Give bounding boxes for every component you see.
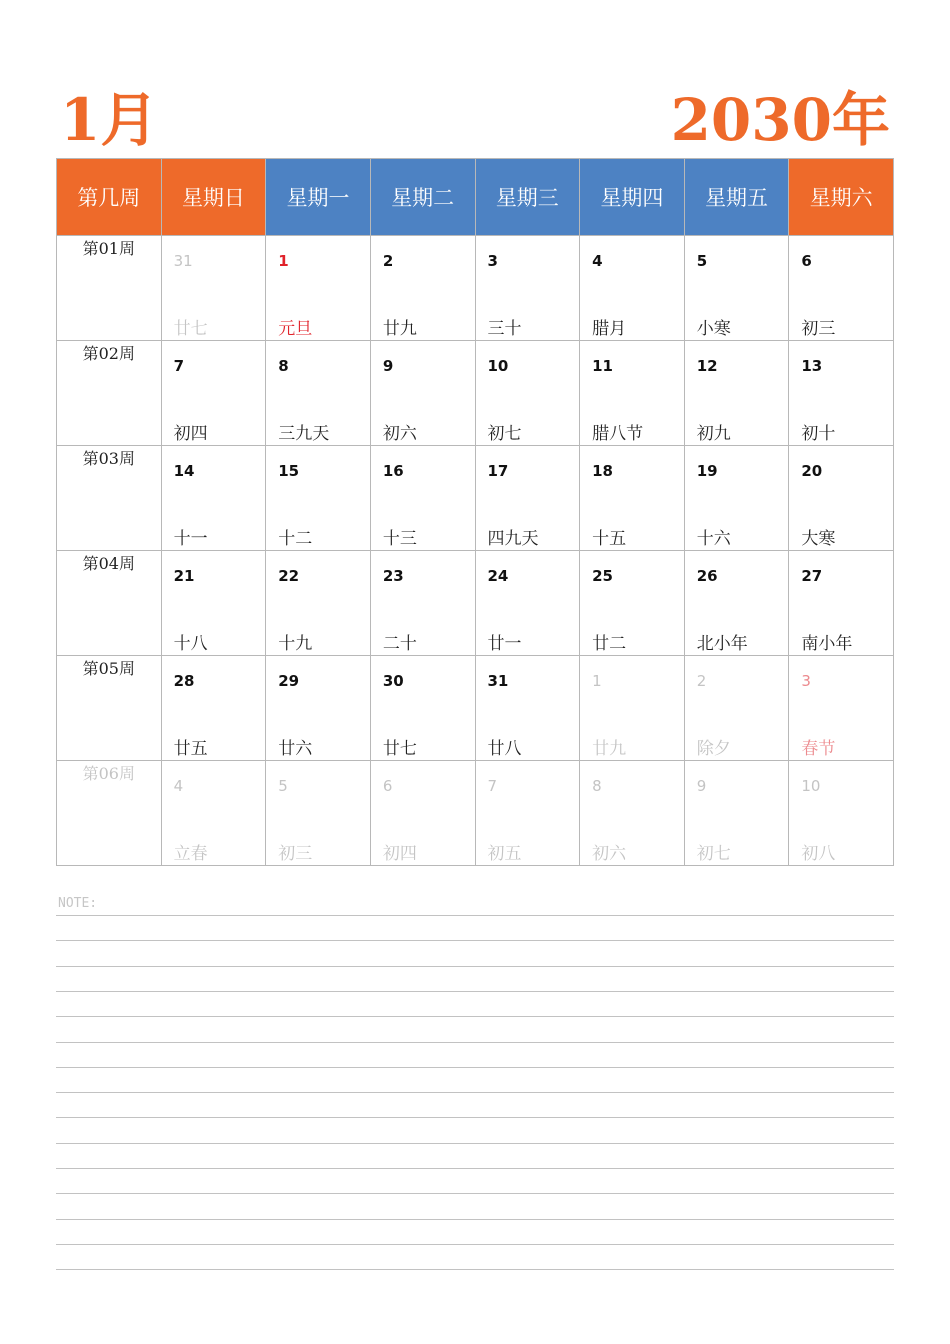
day-number: 4 (173, 777, 184, 795)
header-thursday: 星期四 (580, 159, 685, 236)
day-cell[interactable] (580, 446, 685, 551)
note-line (56, 1269, 894, 1270)
day-cell[interactable] (684, 341, 789, 446)
lunar-date: 十三 (382, 529, 417, 549)
day-number: 15 (278, 462, 300, 480)
note-line (56, 991, 894, 992)
week-row (57, 656, 894, 761)
day-cell[interactable] (789, 446, 894, 551)
day-number: 3 (487, 252, 498, 270)
note-line (56, 1042, 894, 1043)
day-cell[interactable] (684, 446, 789, 551)
day-number: 8 (592, 777, 602, 795)
lunar-date: 廿七 (173, 319, 208, 339)
lunar-date: 初三 (801, 319, 836, 339)
day-number: 6 (382, 777, 393, 795)
week-number-cell: 第06周 (57, 761, 162, 866)
lunar-date: 四九天 (487, 529, 539, 549)
day-cell[interactable] (370, 551, 475, 656)
day-cell[interactable] (161, 656, 266, 761)
lunar-date: 初四 (382, 844, 417, 864)
day-number: 18 (592, 462, 613, 480)
lunar-date: 小寒 (696, 319, 731, 339)
day-cell[interactable] (161, 761, 266, 866)
day-number: 9 (696, 777, 707, 795)
day-cell[interactable] (161, 341, 266, 446)
header-monday: 星期一 (266, 159, 371, 236)
day-number: 29 (278, 672, 300, 690)
lunar-date: 廿七 (382, 739, 417, 759)
day-number: 28 (173, 672, 195, 690)
day-cell[interactable] (475, 551, 580, 656)
note-line (56, 1193, 894, 1194)
week-number-cell: 第02周 (57, 341, 162, 446)
note-line (56, 1143, 894, 1144)
day-number: 5 (278, 777, 288, 795)
lunar-date: 春节 (801, 739, 836, 759)
day-number: 10 (801, 777, 821, 795)
day-number: 19 (696, 462, 718, 480)
week-number-cell: 第04周 (57, 551, 162, 656)
note-label: NOTE: (58, 896, 98, 911)
day-number: 2 (696, 672, 707, 690)
lunar-date: 十六 (696, 529, 731, 549)
week-number-cell: 第03周 (57, 446, 162, 551)
weekday-header-row (57, 159, 894, 236)
day-cell[interactable] (684, 656, 789, 761)
lunar-date: 南小年 (801, 634, 853, 654)
day-number: 8 (278, 357, 289, 375)
day-number: 10 (487, 357, 509, 375)
day-cell[interactable] (161, 236, 266, 341)
day-number: 1 (278, 252, 289, 270)
header-week-number: 第几周 (57, 159, 162, 236)
header-tuesday: 星期二 (370, 159, 475, 236)
lunar-date: 廿八 (487, 739, 522, 759)
lunar-date: 初八 (801, 844, 836, 864)
lunar-date: 初十 (801, 424, 836, 444)
lunar-date: 廿九 (592, 739, 627, 759)
week-number-cell: 第05周 (57, 656, 162, 761)
day-number: 22 (278, 567, 300, 585)
lunar-date: 三九天 (278, 424, 330, 444)
header-saturday: 星期六 (789, 159, 894, 236)
lunar-date: 十五 (592, 529, 627, 549)
lunar-date: 十一 (173, 529, 208, 549)
lunar-date: 初七 (487, 424, 522, 444)
day-cell[interactable] (266, 341, 371, 446)
day-number: 27 (801, 567, 823, 585)
day-cell[interactable] (161, 551, 266, 656)
day-cell[interactable] (475, 656, 580, 761)
week-row (57, 761, 894, 866)
day-cell[interactable] (161, 446, 266, 551)
lunar-date: 廿五 (173, 739, 208, 759)
day-number: 23 (382, 567, 404, 585)
day-number: 11 (592, 357, 613, 375)
year-title: 2030年 (670, 86, 890, 154)
day-number: 24 (487, 567, 509, 585)
lunar-date: 初五 (487, 844, 522, 864)
note-line (56, 1067, 894, 1068)
lunar-date: 立春 (173, 844, 208, 864)
lunar-date: 十二 (278, 529, 313, 549)
note-line (56, 1244, 894, 1245)
lunar-date: 除夕 (696, 739, 731, 759)
note-line (56, 1092, 894, 1093)
day-number: 7 (173, 357, 185, 375)
day-number: 14 (173, 462, 195, 480)
day-number: 6 (801, 252, 812, 270)
day-cell[interactable] (370, 656, 475, 761)
week-number-cell: 第01周 (57, 236, 162, 341)
lunar-date: 廿六 (278, 739, 313, 759)
week-row (57, 446, 894, 551)
day-number: 4 (592, 252, 603, 270)
day-number: 31 (173, 252, 193, 270)
lunar-date: 十九 (278, 634, 313, 654)
day-cell[interactable] (580, 236, 685, 341)
day-cell[interactable] (789, 656, 894, 761)
day-cell[interactable] (370, 761, 475, 866)
day-number: 21 (173, 567, 195, 585)
note-line (56, 1168, 894, 1169)
week-row (57, 341, 894, 446)
day-cell[interactable] (266, 446, 371, 551)
lunar-date: 腊月 (592, 319, 627, 339)
day-number: 13 (801, 357, 823, 375)
day-cell[interactable] (580, 656, 685, 761)
lunar-date: 初六 (382, 424, 417, 444)
lunar-date: 二十 (382, 634, 417, 654)
day-cell[interactable] (580, 761, 685, 866)
lunar-date: 元旦 (278, 319, 313, 339)
day-cell[interactable] (266, 236, 371, 341)
day-cell[interactable] (475, 446, 580, 551)
day-cell[interactable] (370, 446, 475, 551)
day-number: 20 (801, 462, 823, 480)
day-cell[interactable] (684, 761, 789, 866)
day-number: 26 (696, 567, 718, 585)
day-cell[interactable] (266, 551, 371, 656)
header-sunday: 星期日 (161, 159, 266, 236)
week-row (57, 236, 894, 341)
lunar-date: 北小年 (696, 634, 748, 654)
note-line (56, 1016, 894, 1017)
note-line (56, 915, 894, 916)
day-number: 7 (487, 777, 498, 795)
day-number: 5 (696, 252, 708, 270)
lunar-date: 初四 (173, 424, 208, 444)
day-cell[interactable] (789, 236, 894, 341)
calendar-grid (56, 158, 894, 866)
day-number: 3 (801, 672, 811, 690)
day-cell[interactable] (475, 236, 580, 341)
lunar-date: 十八 (173, 634, 208, 654)
day-cell[interactable] (789, 551, 894, 656)
week-row (57, 551, 894, 656)
note-line (56, 966, 894, 967)
note-line (56, 1219, 894, 1220)
lunar-date: 三十 (487, 319, 522, 339)
day-cell[interactable] (370, 236, 475, 341)
day-number: 2 (382, 252, 394, 270)
day-number: 17 (487, 462, 509, 480)
lunar-date: 初三 (278, 844, 313, 864)
lunar-date: 大寒 (801, 529, 836, 549)
header-friday: 星期五 (684, 159, 789, 236)
month-title: 1月 (60, 86, 159, 154)
day-cell[interactable] (266, 761, 371, 866)
lunar-date: 廿一 (487, 634, 522, 654)
day-cell[interactable] (266, 656, 371, 761)
day-cell[interactable] (580, 551, 685, 656)
day-number: 16 (382, 462, 404, 480)
lunar-date: 初九 (696, 424, 731, 444)
day-cell[interactable] (789, 341, 894, 446)
day-cell[interactable] (475, 761, 580, 866)
day-cell[interactable] (789, 761, 894, 866)
day-cell[interactable] (684, 236, 789, 341)
day-cell[interactable] (475, 341, 580, 446)
day-number: 25 (592, 567, 613, 585)
day-number: 30 (382, 672, 404, 690)
day-number: 31 (487, 672, 509, 690)
day-number: 9 (382, 357, 394, 375)
day-cell[interactable] (370, 341, 475, 446)
note-line (56, 1117, 894, 1118)
day-cell[interactable] (684, 551, 789, 656)
header-wednesday: 星期三 (475, 159, 580, 236)
note-line (56, 940, 894, 941)
lunar-date: 廿九 (382, 319, 417, 339)
lunar-date: 初七 (696, 844, 731, 864)
lunar-date: 初六 (592, 844, 627, 864)
lunar-date: 腊八节 (592, 424, 644, 444)
lunar-date: 廿二 (592, 634, 627, 654)
day-number: 1 (592, 672, 602, 690)
day-cell[interactable] (580, 341, 685, 446)
day-number: 12 (696, 357, 718, 375)
